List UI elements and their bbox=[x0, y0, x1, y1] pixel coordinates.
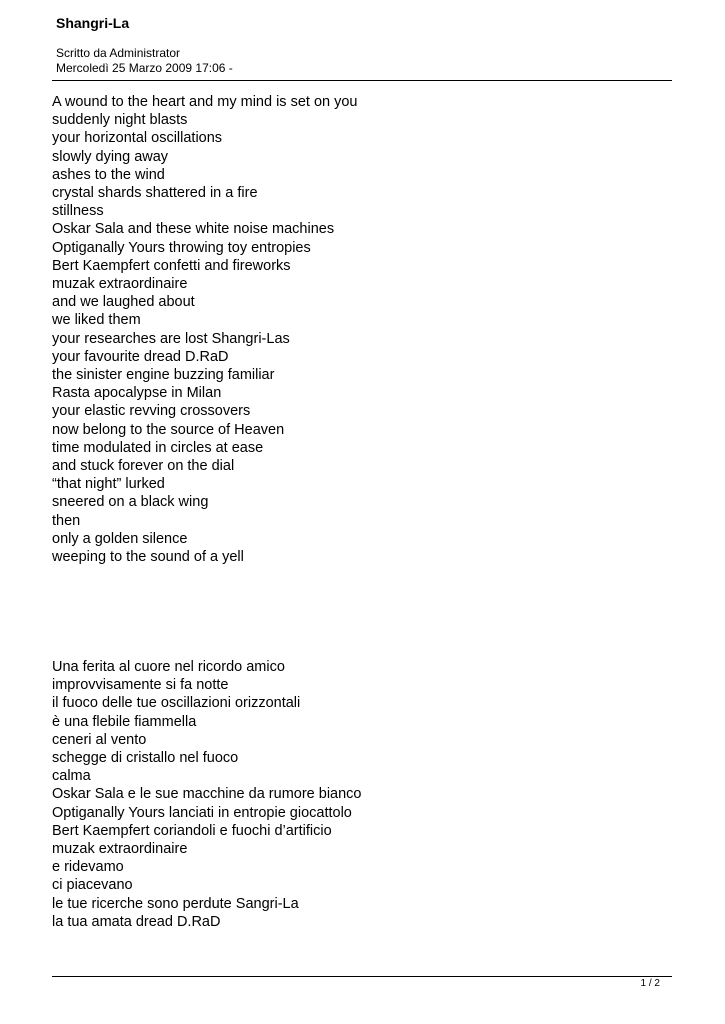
poem-line: your researches are lost Shangri-Las bbox=[52, 330, 290, 347]
poem-line: improvvisamente si fa notte bbox=[52, 677, 229, 694]
poem-line: now belong to the source of Heaven bbox=[52, 421, 285, 438]
date-line: Mercoledì 25 Marzo 2009 17:06 - bbox=[56, 61, 233, 75]
poem-line: e ridevamo bbox=[52, 859, 124, 876]
poem-line: la tua amata dread D.RaD bbox=[52, 913, 221, 930]
poem-line: Oskar Sala and these white noise machines bbox=[52, 221, 335, 238]
poem-line: Optiganally Yours throwing toy entropies bbox=[52, 239, 311, 256]
poem-line: sneered on a black wing bbox=[52, 494, 209, 511]
page-number: 1 / 2 bbox=[640, 978, 660, 989]
poem-line: Rasta apocalypse in Milan bbox=[52, 385, 222, 402]
poem-line: calma bbox=[52, 768, 91, 785]
footer-divider bbox=[52, 976, 672, 977]
poem-line: crystal shards shattered in a fire bbox=[52, 185, 258, 202]
poem-line: suddenly night blasts bbox=[52, 112, 188, 129]
poem-line: and we laughed about bbox=[52, 294, 195, 311]
poem-line: Bert Kaempfert coriandoli e fuochi d’artificio bbox=[52, 822, 332, 839]
poem-line: le tue ricerche sono perdute Sangri-La bbox=[52, 895, 299, 912]
poem-line: time modulated in circles at ease bbox=[52, 439, 264, 456]
poem-line: muzak extraordinaire bbox=[52, 276, 188, 293]
poem-italian bbox=[52, 658, 362, 931]
poem-line: weeping to the sound of a yell bbox=[52, 549, 244, 566]
poem-line: Optiganally Yours lanciati in entropie giocattolo bbox=[52, 804, 352, 821]
page-title: Shangri-La bbox=[56, 15, 130, 31]
poem-english bbox=[52, 93, 357, 566]
header-divider bbox=[52, 80, 672, 81]
poem-line: ceneri al vento bbox=[52, 731, 147, 748]
poem-line: A wound to the heart and my mind is set on you bbox=[52, 94, 358, 110]
author-line: Scritto da Administrator bbox=[56, 46, 181, 60]
poem-line: muzak extraordinaire bbox=[52, 841, 188, 858]
poem-line: and stuck forever on the dial bbox=[52, 458, 235, 475]
poem-line: your horizontal oscillations bbox=[52, 130, 223, 147]
poem-line: slowly dying away bbox=[52, 148, 169, 165]
poem-line: “that night” lurked bbox=[52, 476, 165, 493]
poem-line: il fuoco delle tue oscillazioni orizzontali bbox=[52, 695, 301, 712]
poem-line: Oskar Sala e le sue macchine da rumore bianco bbox=[52, 786, 362, 803]
article-meta bbox=[56, 46, 233, 76]
poem-line: ci piacevano bbox=[52, 877, 133, 894]
poem-line: schegge di cristallo nel fuoco bbox=[52, 750, 239, 767]
poem-line: Bert Kaempfert confetti and fireworks bbox=[52, 257, 291, 274]
poem-line: your favourite dread D.RaD bbox=[52, 348, 229, 365]
poem-line: the sinister engine buzzing familiar bbox=[52, 367, 275, 384]
poem-line: then bbox=[52, 512, 81, 529]
poem-line: stillness bbox=[52, 203, 104, 220]
poem-line: we liked them bbox=[52, 312, 141, 329]
poem-line: è una flebile fiammella bbox=[52, 713, 197, 730]
poem-line: Una ferita al cuore nel ricordo amico bbox=[52, 659, 285, 675]
poem-line: ashes to the wind bbox=[52, 166, 165, 183]
poem-line: only a golden silence bbox=[52, 530, 188, 547]
poem-line: your elastic revving crossovers bbox=[52, 403, 251, 420]
